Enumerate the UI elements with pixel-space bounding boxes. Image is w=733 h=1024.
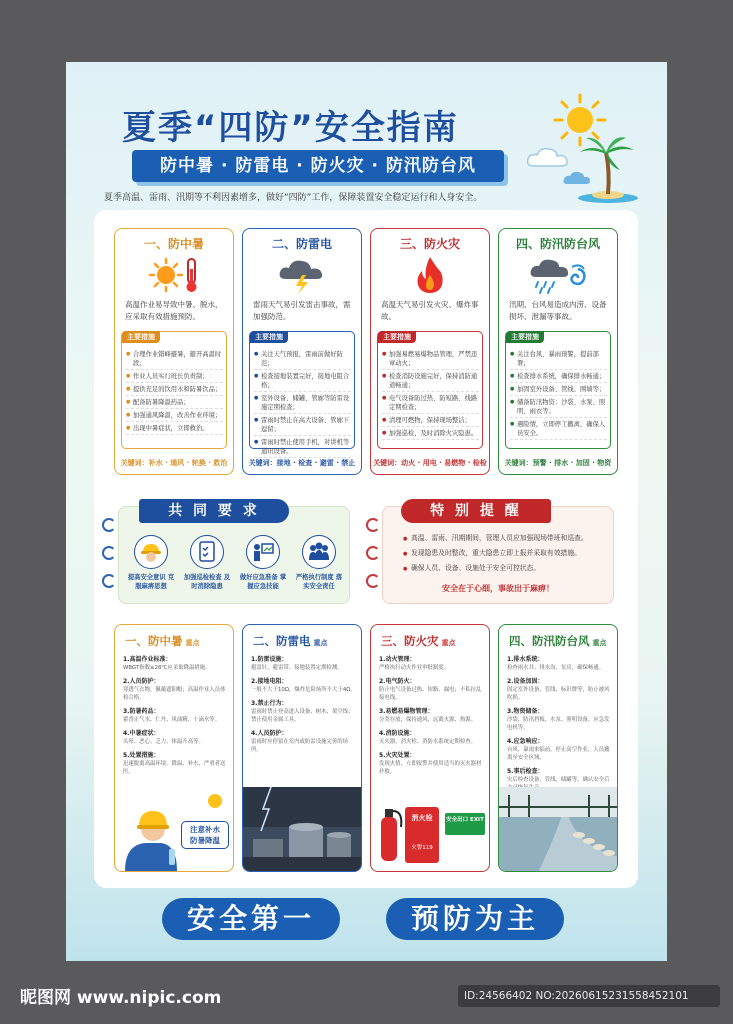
card-lightning bbox=[242, 228, 362, 475]
footer-slogan-safety-first: 安全第一 bbox=[162, 898, 340, 940]
list-item: 2.设备加固： 固定室外设备、管线、标识牌等，防止被风吹损。 bbox=[507, 678, 610, 701]
common-requirements bbox=[118, 503, 350, 604]
flame-icon bbox=[371, 255, 489, 295]
measures-box bbox=[505, 331, 611, 449]
list-item: 4.消防设施： 灭火器、消火栓、消防水系统定期检查。 bbox=[379, 730, 477, 745]
list-item: ● 合理作业错峰避暑，避开高温时段； bbox=[126, 348, 223, 370]
list-item: ● 作业人员实行班长负责制； bbox=[126, 370, 223, 383]
reminder-slogan: 安全在于心细，事故出于麻痹！ bbox=[442, 584, 554, 593]
card-description: 汛期、台风易造成内涝、设备损坏、泄漏等事故。 bbox=[509, 300, 607, 321]
detail-title: 三、防火灾 重点 bbox=[381, 634, 456, 648]
detail-card-lightning bbox=[242, 624, 362, 872]
sun-thermometer-icon bbox=[115, 255, 233, 295]
training-icon bbox=[246, 535, 280, 569]
list-item: ● 雷雨时禁止使用手机，对讲机等通讯设备。 bbox=[254, 436, 351, 458]
measures-box bbox=[377, 331, 483, 449]
card-title: 三、防火灾 bbox=[399, 237, 460, 251]
speech-bubble: 注意补水 防暑降温 bbox=[181, 821, 229, 849]
requirement-item: 提高安全意识 克服麻痹思想 bbox=[125, 535, 177, 591]
measures-label: 主要措施 bbox=[506, 331, 544, 343]
list-item: ● 关注台风、暴雨预警，提前部署； bbox=[510, 348, 607, 370]
watermark-id: ID:24566402 NO:20260615231558452101 bbox=[458, 985, 720, 1007]
list-item: 5.处置措施： 迅速脱离高温环境，降温、补水，严重者送医。 bbox=[123, 752, 226, 775]
cloud-icon bbox=[526, 146, 570, 168]
checklist-icon bbox=[190, 535, 224, 569]
thunder-cloud-icon bbox=[243, 255, 361, 295]
requirement-item: 严格执行制度 落实安全责任 bbox=[293, 535, 345, 591]
list-item: 1.高温作业标准： WBGT指数≥28℃应采取降温措施。 bbox=[123, 656, 211, 671]
card-keywords: 关键词：补水 · 通风 · 轮换 · 救治 bbox=[120, 459, 228, 467]
measures-label: 主要措施 bbox=[122, 331, 160, 343]
reminder-list bbox=[403, 533, 605, 578]
measures-box bbox=[249, 331, 355, 455]
content-panel bbox=[94, 210, 638, 888]
palm-tree-icon bbox=[574, 132, 640, 204]
list-item: ● 加强易燃易爆物品管理，严禁违章动火； bbox=[382, 348, 479, 370]
requirement-item: 加强巡检检查 及时消除隐患 bbox=[181, 535, 233, 591]
list-item: ● 清理可燃物，保持现场整洁； bbox=[382, 414, 479, 427]
list-item: ● 雷雨时禁止在高大设备、管廊下逗留； bbox=[254, 414, 351, 436]
list-item: 1.防雷设施： 避雷针、避雷带、接地装置定期检测。 bbox=[251, 656, 343, 671]
list-item: ● 加固室外设备、管线、围墙等； bbox=[510, 383, 607, 396]
card-fire bbox=[370, 228, 490, 475]
card-keywords: 关键词：动火 · 用电 · 易燃物 · 检检 bbox=[373, 459, 487, 467]
fire-equipment-illustration bbox=[371, 787, 489, 871]
list-item: ● 加强通风降温，改善作业环境； bbox=[126, 409, 223, 422]
measures-box bbox=[121, 331, 227, 449]
measures-list bbox=[510, 348, 607, 440]
detail-body bbox=[379, 655, 484, 781]
measures-list bbox=[254, 348, 351, 458]
card-keywords: 关键词：接地 · 检查 · 避雷 · 禁止 bbox=[248, 459, 356, 467]
list-item: ● 检查消防设施完好，保持消防通道畅通； bbox=[382, 370, 479, 392]
detail-body bbox=[251, 655, 356, 759]
list-item: 4.中暑症状： 头晕、恶心、乏力、体温升高等。 bbox=[123, 730, 204, 745]
binder-ring-icon bbox=[102, 574, 116, 588]
common-requirements-title: 共 同 要 求 bbox=[139, 499, 289, 523]
special-reminder bbox=[382, 503, 614, 604]
card-flood-typhoon bbox=[498, 228, 618, 475]
detail-title: 一、防中暑 重点 bbox=[125, 634, 200, 648]
card-title: 一、防中暑 bbox=[143, 237, 204, 251]
special-reminder-title: 特 别 提 醒 bbox=[401, 499, 551, 523]
rain-typhoon-icon bbox=[499, 255, 617, 295]
list-item: ● 出现中暑症状，立即救治。 bbox=[126, 422, 223, 435]
list-item: 3.禁止行为： 雷雨时禁止登高进入设备、树木、架空线；禁止使用金属工具。 bbox=[251, 700, 354, 723]
list-item: 1.动火管理： 严格执行动火作业审批制度。 bbox=[379, 656, 450, 671]
measures-label: 主要措施 bbox=[378, 331, 416, 343]
list-item: 2.人员防护： 穿透气衣物，佩戴遮阳帽；高温作业人员体检合格。 bbox=[123, 678, 226, 701]
fire-extinguisher-icon bbox=[375, 803, 405, 863]
team-icon bbox=[302, 535, 336, 569]
detail-card-flood-typhoon bbox=[498, 624, 618, 872]
list-item: ● 室外设备、储罐、管廊等防雷设施定期检查； bbox=[254, 392, 351, 414]
fire-hydrant-box: 消火栓 火警119 bbox=[405, 807, 439, 863]
binder-ring-icon bbox=[102, 518, 116, 532]
list-item: 1.排水系统： 检查雨水井、排水沟、泵房，确保畅通。 bbox=[507, 656, 605, 671]
lightning-storage-tanks-photo bbox=[243, 787, 362, 871]
binder-ring-icon bbox=[366, 518, 380, 532]
requirement-item: 做好应急准备 掌握应急技能 bbox=[237, 535, 289, 591]
detail-card-heatstroke bbox=[114, 624, 234, 872]
card-keywords: 关键词：预警 · 排水 · 加固 · 物资 bbox=[504, 459, 612, 467]
list-item: ● 检查排水系统，确保排水畅通； bbox=[510, 370, 607, 383]
card-description: 雷雨天气易引发雷击事故，需加强防范。 bbox=[253, 300, 351, 321]
measures-list bbox=[382, 348, 479, 440]
watermark-logo: 昵图网 www.nipic.com bbox=[20, 988, 222, 1008]
detail-body bbox=[507, 655, 612, 797]
card-description: 高温作业易导致中暑、脱水，应采取有效措施预防。 bbox=[125, 300, 223, 321]
list-item: ● 储备防汛物资：沙袋、水泵、照明、雨衣等； bbox=[510, 396, 607, 418]
list-item: ● 高温、雷雨、汛期期间，管理人员应加强现场带班和巡查。 bbox=[403, 533, 605, 543]
list-item: ● 提供充足的饮用水和防暑饮品； bbox=[126, 383, 223, 396]
binder-ring-icon bbox=[366, 546, 380, 560]
list-item: 4.人员防护： 雷雨时应停留在室内或防雷设施完善的场所。 bbox=[251, 730, 349, 753]
detail-title: 四、防汛防台风 重点 bbox=[509, 634, 607, 648]
list-item: 5.火灾处置： 发现火情，立即报警并使用适当的灭火器材扑救。 bbox=[379, 752, 482, 775]
list-item: 2.接地电阻： 一般不大于10Ω，爆炸危险场所不大于4Ω。 bbox=[251, 678, 356, 693]
list-item: ● 加强巡检，及时消除火灾隐患。 bbox=[382, 427, 479, 440]
page-title: 夏季“四防”安全指南 bbox=[122, 108, 459, 148]
exit-sign: 安全出口 EXIT bbox=[445, 813, 485, 835]
poster bbox=[66, 62, 667, 961]
topic-banner: 防中暑 · 防雷电 · 防火灾 · 防汛防台风 bbox=[132, 150, 504, 182]
list-item: 4.应急响应： 台风、暴雨来临前，停止高空作业，人员撤离至安全区域。 bbox=[507, 738, 610, 761]
card-title: 四、防汛防台风 bbox=[515, 237, 600, 251]
measures-label: 主要措施 bbox=[250, 331, 288, 343]
worker-helmet-icon bbox=[134, 535, 168, 569]
list-item: 3.物资储备： 沙袋、防汛挡板、水泵、照明设备、应急发电机等。 bbox=[507, 708, 610, 731]
detail-title: 二、防雷电 重点 bbox=[253, 634, 328, 648]
list-item: 3.防暑药品： 藿香正气水、仁丹、风油精、十滴水等。 bbox=[123, 708, 221, 723]
footer-slogan-prevention: 预防为主 bbox=[386, 898, 564, 940]
flood-sandbags-photo bbox=[499, 787, 618, 871]
list-item: ● 配备防暑降温药品； bbox=[126, 396, 223, 409]
list-item: 2.电气防火： 防止电气设备过热、短路、漏电；不私拉乱接电线。 bbox=[379, 678, 482, 701]
list-item: ● 电气设备防过热、防短路、线路定期检查； bbox=[382, 392, 479, 414]
intro-text: 夏季高温、雷雨、汛期等不利因素增多，做好“四防”工作，保障装置安全稳定运行和人身安全。 bbox=[104, 193, 483, 203]
list-item: ● 发现隐患及时整改，重大隐患立即上报并采取有效措施。 bbox=[403, 548, 605, 558]
list-item: 5.事后检查： 灾后检查设备、管线、储罐等，确认安全后 bbox=[507, 768, 610, 783]
list-item: ● 确保人员、设备、设施处于安全可控状态。 bbox=[403, 563, 605, 573]
list-item: ● 遇险情，立即停工撤离，确保人员安全。 bbox=[510, 418, 607, 440]
card-description: 高温天气易引发火灾、爆炸事故。 bbox=[381, 300, 479, 321]
worker-illustration bbox=[115, 787, 233, 871]
card-heatstroke bbox=[114, 228, 234, 475]
card-title: 二、防雷电 bbox=[271, 237, 332, 251]
binder-ring-icon bbox=[366, 574, 380, 588]
binder-ring-icon bbox=[102, 546, 116, 560]
list-item: 3.易燃易爆物管理： 分类存放，保持通风，远离火源、热源。 bbox=[379, 708, 477, 723]
detail-body bbox=[123, 655, 228, 781]
measures-list bbox=[126, 348, 223, 435]
list-item: ● 关注天气预报，雷雨前做好防范； bbox=[254, 348, 351, 370]
detail-card-fire bbox=[370, 624, 490, 872]
list-item: ● 检查接地装置完好，接地电阻合格； bbox=[254, 370, 351, 392]
